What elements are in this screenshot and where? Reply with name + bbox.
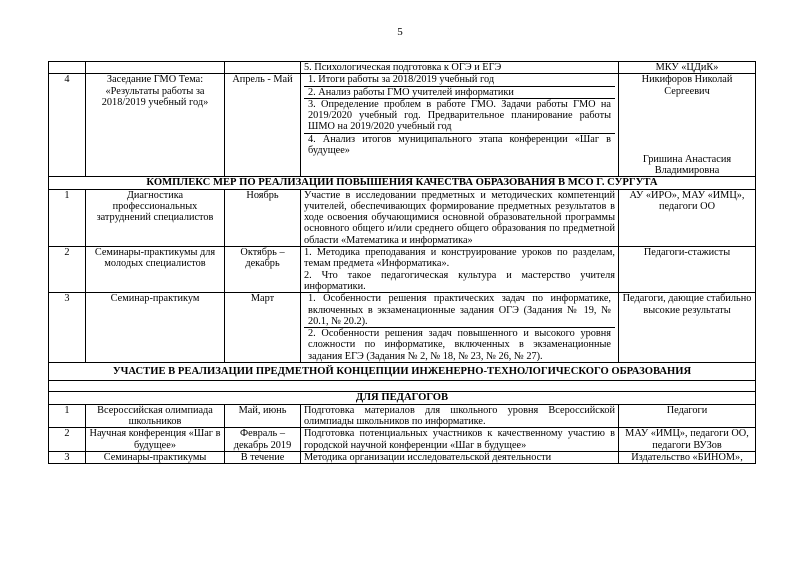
row-number [49, 62, 86, 74]
section-header-row [49, 363, 756, 381]
content-cell: Участие в исследовании предметных и методических компетенций учителей, обеспечивающих формирование предметных результатов в ходе освоения обучающимися основной образовательной программы основного общего и/или среднего общего образования по предметной области «Математика и информатика» [301, 189, 619, 246]
content-cell [301, 293, 619, 363]
responsible-cell: Педагоги [619, 404, 756, 428]
table-row [49, 404, 756, 428]
content-item: 4. Анализ итогов муниципального этапа конференции «Шаг в будущее» [304, 133, 615, 157]
responsible-cell [619, 74, 756, 177]
event-cell: Семинары-практикумы [86, 451, 225, 463]
responsible-name: Никифоров Николай Сергеевич [641, 74, 733, 97]
content-cell: Подготовка потенциальных участников к качественному участию в городской научной конференции «Шаг в будущее» [301, 428, 619, 452]
event-cell: Семинар-практикум [86, 293, 225, 363]
responsible-cell: АУ «ИРО», МАУ «ИМЦ», педагоги ОО [619, 189, 756, 246]
event-cell: Всероссийская олимпиада школьников [86, 404, 225, 428]
section-header-row [49, 177, 756, 189]
responsible-cell: Педагоги, дающие стабильно высокие результаты [619, 293, 756, 363]
plan-table [48, 61, 756, 464]
content-cell: 5. Психологическая подготовка к ОГЭ и ЕГЭ [301, 62, 619, 74]
responsible-cell: МАУ «ИМЦ», педагоги ОО, педагоги ВУЗов [619, 428, 756, 452]
table-row [49, 247, 756, 293]
section-header-row [49, 392, 756, 404]
content-item: 3. Определение проблем в работе ГМО. Задачи работы ГМО на 2019/2020 учебный год. Предварительное планирование работы ШМО на 2019/2020 учебный год [304, 98, 615, 133]
table-row [49, 428, 756, 452]
table-row [49, 451, 756, 463]
event-cell: Семинары-практикумы для молодых специалистов [86, 247, 225, 293]
section-title: ДЛЯ ПЕДАГОГОВ [49, 392, 756, 404]
event-cell: Заседание ГМО Тема: «Результаты работы за 2018/2019 учебный год» [86, 74, 225, 177]
page-number: 5 [397, 26, 403, 38]
content-cell [301, 247, 619, 293]
empty-cell [49, 381, 756, 392]
row-number: 4 [49, 74, 86, 177]
date-cell: В течение [225, 451, 301, 463]
content-item: 2. Анализ работы ГМО учителей информатики [304, 86, 615, 98]
table-row [49, 293, 756, 363]
date-cell: Ноябрь [225, 189, 301, 246]
content-cell: Методика организации исследовательской деятельности [301, 451, 619, 463]
spacer-row [49, 381, 756, 392]
event-cell: Научная конференция «Шаг в будущее» [86, 428, 225, 452]
table-row [49, 62, 756, 74]
event-cell: Диагностика профессиональных затруднений специалистов [86, 189, 225, 246]
row-number: 1 [49, 189, 86, 246]
section-title: УЧАСТИЕ В РЕАЛИЗАЦИИ ПРЕДМЕТНОЙ КОНЦЕПЦИИ ИНЖЕНЕРНО-ТЕХНОЛОГИЧЕСКОГО ОБРАЗОВАНИЯ [49, 363, 756, 381]
row-number: 3 [49, 451, 86, 463]
date-cell [225, 62, 301, 74]
content-item: 1. Итоги работы за 2018/2019 учебный год [308, 74, 495, 86]
responsible-cell: Педагоги-стажисты [619, 247, 756, 293]
row-number: 3 [49, 293, 86, 363]
content-item: 2. Особенности решения задач повышенного и высокого уровня сложности по информатике, включенных в экзаменационные задания ЕГЭ (Задания № 2, № 18, № 23, № 26, № 27). [304, 327, 615, 362]
date-cell: Февраль – декабрь 2019 [225, 428, 301, 452]
section-title: КОМПЛЕКС МЕР ПО РЕАЛИЗАЦИИ ПОВЫШЕНИЯ КАЧЕСТВА ОБРАЗОВАНИЯ В МСО Г. СУРГУТА [49, 177, 756, 189]
event-cell [86, 62, 225, 74]
date-cell: Март [225, 293, 301, 363]
date-cell: Апрель - Май [225, 74, 301, 177]
date-cell: Май, июнь [225, 404, 301, 428]
row-number: 1 [49, 404, 86, 428]
content-item: 1. Методика преподавания и конструирование уроков по разделам, темам предмета «Информатика». [304, 247, 615, 270]
responsible-name-2: Гришина Анастасия Владимировна [642, 153, 732, 176]
content-cell: Подготовка материалов для школьного уровня Всероссийской олимпиады школьников по информатике. [301, 404, 619, 428]
table-row [49, 74, 756, 177]
responsible-cell: МКУ «ЦДиК» [619, 62, 756, 74]
responsible-cell: Издательство «БИНОМ», [619, 451, 756, 463]
row-number: 2 [49, 428, 86, 452]
date-cell: Октябрь – декабрь [225, 247, 301, 293]
content-item: 2. Что такое педагогическая культура и мастерство учителя информатики. [304, 269, 615, 292]
content-cell [301, 74, 619, 177]
row-number: 2 [49, 247, 86, 293]
table-row [49, 189, 756, 246]
content-item: 1. Особенности решения практических задач по информатике, включенных в экзаменационные задания ОГЭ (Задания № 19, № 20.1, № 20.2). [308, 293, 611, 327]
